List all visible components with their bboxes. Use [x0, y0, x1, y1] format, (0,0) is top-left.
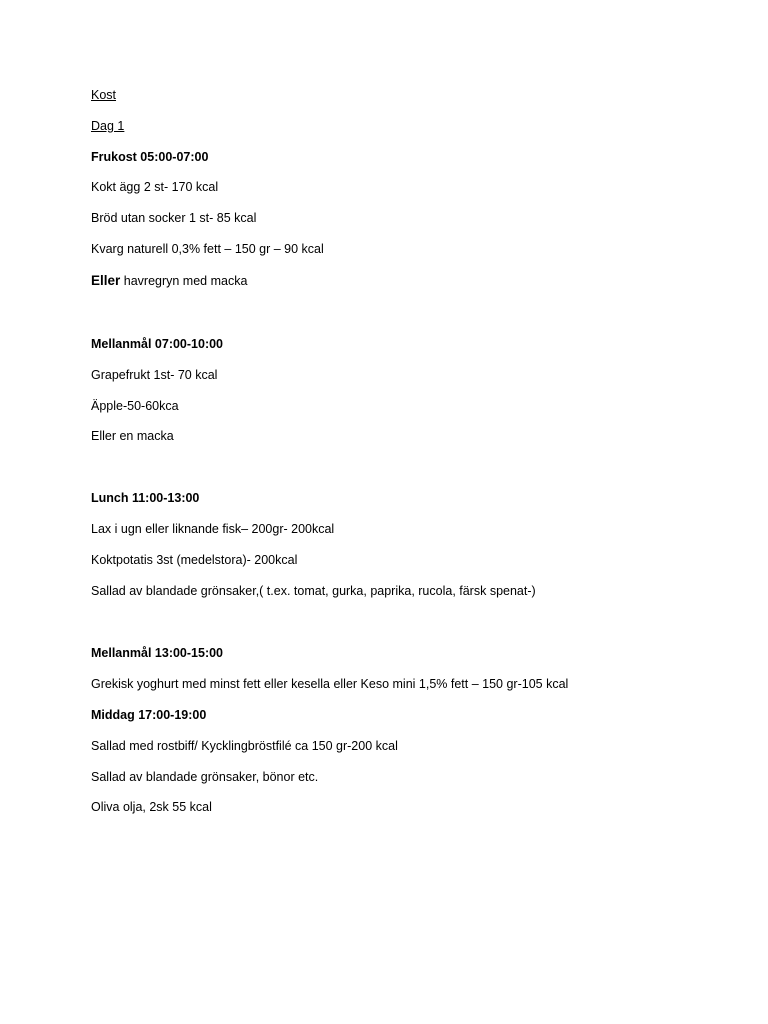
lunch-item: Sallad av blandade grönsaker,( t.ex. tomat, gurka, paprika, rucola, färsk spenat-)	[91, 584, 536, 598]
snack1-item: Grapefrukt 1st- 70 kcal	[91, 368, 218, 382]
dinner-item: Oliva olja, 2sk 55 kcal	[91, 800, 212, 814]
lunch-heading: Lunch 11:00-13:00	[91, 491, 200, 505]
breakfast-heading: Frukost 05:00-07:00	[91, 150, 209, 164]
document-title: Kost	[91, 88, 117, 102]
snack1-heading: Mellanmål 07:00-10:00	[91, 337, 224, 351]
snack2-item: Grekisk yoghurt med minst fett eller kesella eller Keso mini 1,5% fett – 150 gr-105 kcal	[91, 677, 569, 691]
dinner-item: Sallad av blandade grönsaker, bönor etc.	[91, 770, 319, 784]
snack1-item: Äpple-50-60kca	[91, 399, 179, 413]
breakfast-item: Kokt ägg 2 st- 170 kcal	[91, 180, 219, 194]
breakfast-alternative	[91, 273, 247, 289]
snack2-heading: Mellanmål 13:00-15:00	[91, 646, 224, 660]
breakfast-item: Bröd utan socker 1 st- 85 kcal	[91, 211, 257, 225]
lunch-item: Lax i ugn eller liknande fisk– 200gr- 200kcal	[91, 522, 335, 536]
lunch-item: Koktpotatis 3st (medelstora)- 200kcal	[91, 553, 298, 567]
alternative-keyword: Eller	[91, 273, 121, 288]
dinner-heading: Middag 17:00-19:00	[91, 708, 207, 722]
day-heading: Dag 1	[91, 119, 125, 133]
alternative-text: havregryn med macka	[120, 274, 248, 288]
snack1-item: Eller en macka	[91, 429, 174, 443]
breakfast-item: Kvarg naturell 0,3% fett – 150 gr – 90 kcal	[91, 242, 324, 256]
dinner-item: Sallad med rostbiff/ Kycklingbröstfilé ca 150 gr-200 kcal	[91, 739, 398, 753]
